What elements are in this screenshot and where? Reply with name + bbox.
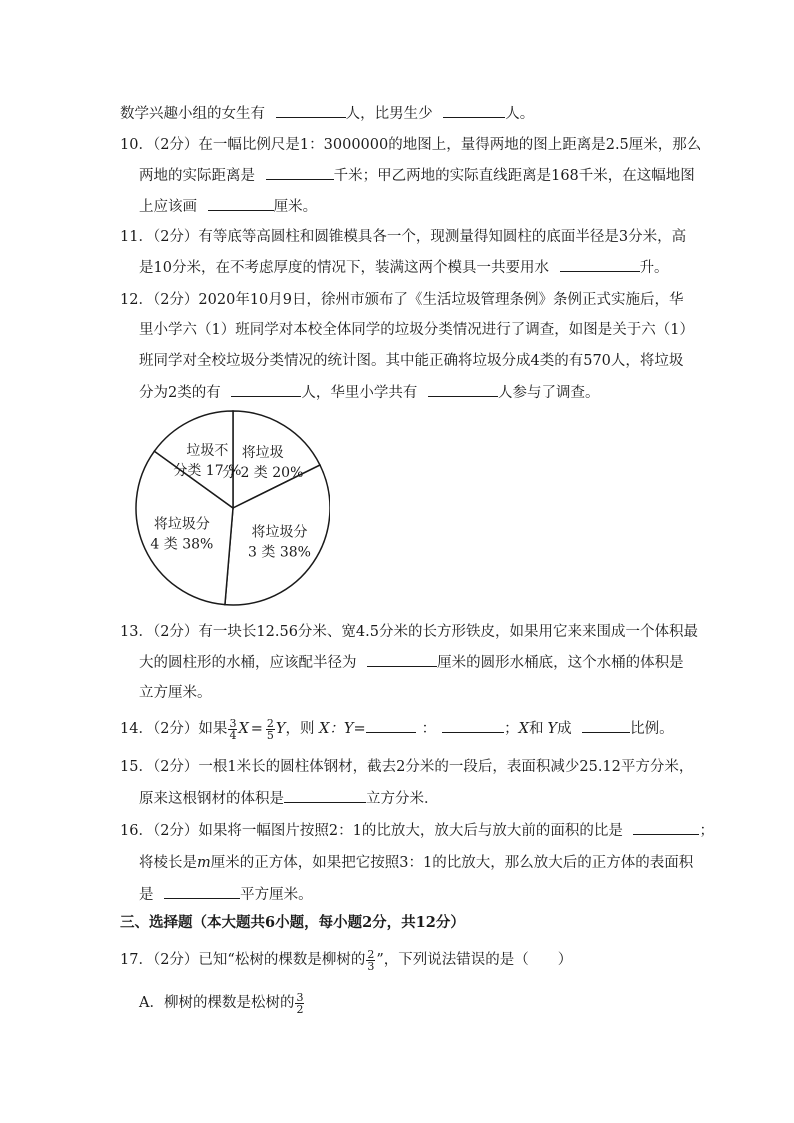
q15-text: 立方分米． (366, 791, 439, 807)
semicolon: ； (504, 721, 519, 737)
q13-line-2 (139, 652, 684, 673)
q10-line-3 (139, 196, 317, 217)
q14-text: 比例。 (630, 721, 674, 737)
q14-text: ，则 (285, 721, 315, 737)
q15-line-1: 15．（2分）一根1米长的圆柱体钢材，截去2分米的一段后，表面积减少25.12平方分米， (120, 759, 694, 775)
var-y: Y (275, 721, 286, 737)
q9-text: 人。 (505, 106, 535, 122)
pie-slice-label: 垃圾不 (186, 442, 229, 459)
q9-tail-line (120, 103, 534, 124)
answer-blank[interactable] (443, 103, 505, 118)
q12-line-3: 班同学对全校垃圾分类情况的统计图。其中能正确将垃圾分成4类的有570人，将垃圾 (139, 353, 684, 369)
q10-line-1: 10．（2分）在一幅比例尺是1：3000000的地图上，量得两地的图上距离是2.5厘米，那么 (120, 137, 702, 153)
var-y: Y (547, 721, 558, 737)
q10-line-2 (139, 165, 695, 186)
pie-slice-label: 4 类 38% (150, 536, 214, 553)
q12-text: 人参与了调查。 (497, 385, 600, 401)
pie-slice-label: 分 2 类 20% (222, 465, 304, 482)
answer-blank[interactable] (560, 257, 640, 272)
q12-line-4 (139, 382, 599, 403)
pie-slice-label: 将垃圾 (241, 445, 284, 462)
denominator: 2 (296, 1002, 304, 1016)
pie-slices (136, 411, 330, 605)
q13-line-3: 立方厘米。 (139, 685, 212, 701)
section-heading: 三、选择题（本大题共6小题，每小题2分，共12分） (120, 914, 465, 931)
q10-text: 上应该画 (139, 199, 197, 215)
q16-text: 平方厘米。 (240, 887, 313, 903)
answer-blank[interactable] (276, 103, 346, 118)
equals: = (250, 721, 263, 737)
numerator: 2 (266, 716, 274, 730)
q17-text: 17．（2分）已知“松树的棵数是柳树的 (120, 952, 366, 968)
q16-text: 将棱长是 (139, 855, 197, 871)
answer-blank[interactable] (366, 718, 416, 733)
q13-text: 厘米的圆形水桶底，这个水桶的体积是 (437, 655, 684, 671)
denominator: 4 (229, 728, 237, 742)
colon: ： (421, 721, 437, 737)
answer-blank[interactable] (367, 652, 437, 667)
q12-line-1: 12．（2分）2020年10月9日，徐州市颁布了《生活垃圾管理条例》条例正式实施后，华 (120, 292, 684, 308)
q11-text: 是10分米，在不考虑厚度的情况下，装满这两个模具一共要用水 (139, 260, 549, 276)
var-x: X (518, 721, 529, 737)
pie-slice-label: 将垃圾分 (251, 524, 308, 541)
q14-text: 和 (528, 721, 544, 737)
answer-blank[interactable] (266, 165, 334, 180)
q13-text: 大的圆柱形的水桶，应该配半径为 (139, 655, 357, 671)
fraction (366, 949, 375, 972)
q11-line-1: 11．（2分）有等底等高圆柱和圆锥模具各一个，现测量得知圆柱的底面半径是3分米，高 (120, 229, 687, 245)
q16-line-3 (139, 884, 313, 905)
q16-text: ； (699, 823, 714, 839)
option-a-text: A．柳树的棵数是松树的 (139, 995, 295, 1011)
pie-chart (130, 405, 330, 610)
q16-text: 是 (139, 887, 154, 903)
var-x: X (238, 721, 249, 737)
q16-line-1 (120, 820, 714, 841)
answer-blank[interactable] (208, 196, 274, 211)
answer-blank[interactable] (582, 718, 630, 733)
answer-blank[interactable] (164, 884, 240, 899)
fraction (266, 718, 275, 741)
q14-text: 14．（2分）如果 (120, 721, 228, 737)
q17-option-a[interactable] (139, 989, 305, 1017)
q17-line (120, 946, 572, 974)
q14-line (120, 715, 674, 743)
var-m: m (197, 855, 211, 871)
q12-text: 分为2类的有 (139, 385, 221, 401)
answer-blank[interactable] (633, 820, 699, 835)
answer-blank[interactable] (231, 382, 301, 397)
q14-text: 成 (557, 721, 572, 737)
answer-blank[interactable] (284, 788, 366, 803)
numerator: 3 (229, 716, 237, 730)
q16-text: 厘米的正方体，如果把它按照3：1的比放大，那么放大后的正方体的表面积 (210, 855, 694, 871)
q12-text: 人，华里小学共有 (301, 385, 418, 401)
answer-blank[interactable] (442, 718, 504, 733)
ratio-xy: X：Y= (319, 721, 366, 737)
q12-line-2: 里小学六（1）班同学对本校全体同学的垃圾分类情况进行了调查，如图是关于六（1） (139, 322, 694, 338)
q9-text: 数学兴趣小组的女生有 (120, 106, 265, 122)
numerator: 2 (367, 947, 375, 961)
q11-text: 升。 (639, 260, 669, 276)
fraction (295, 992, 304, 1015)
pie-slice-label: 分类 17 % (173, 462, 242, 479)
q16-text: 16．（2分）如果将一幅图片按照2：1的比放大，放大后与放大前的面积的比是 (120, 823, 623, 839)
q13-line-1: 13．（2分）有一块长12.56分米、宽4.5分米的长方形铁皮，如果用它来来围成一个体积最 (120, 624, 698, 640)
q17-text: ”，下列说法错误的是（ ） (376, 952, 573, 968)
answer-blank[interactable] (428, 382, 498, 397)
q15-line-2 (139, 788, 439, 809)
pie-slice-label: 3 类 38% (248, 544, 311, 561)
q10-text: 厘米。 (273, 199, 318, 215)
q10-text: 两地的实际距离是 (139, 168, 255, 184)
q15-text: 原来这根钢材的体积是 (139, 791, 284, 807)
q10-text: 千米；甲乙两地的实际直线距离是168千米，在这幅地图 (333, 168, 695, 184)
q9-text: 人，比男生少 (345, 106, 433, 122)
q11-line-2 (139, 257, 669, 278)
pie-slice-label: 将垃圾分 (153, 516, 210, 533)
q16-line-2 (139, 853, 693, 873)
numerator: 3 (296, 990, 304, 1004)
denominator: 5 (266, 728, 274, 742)
fraction (228, 718, 237, 741)
denominator: 3 (367, 959, 375, 973)
